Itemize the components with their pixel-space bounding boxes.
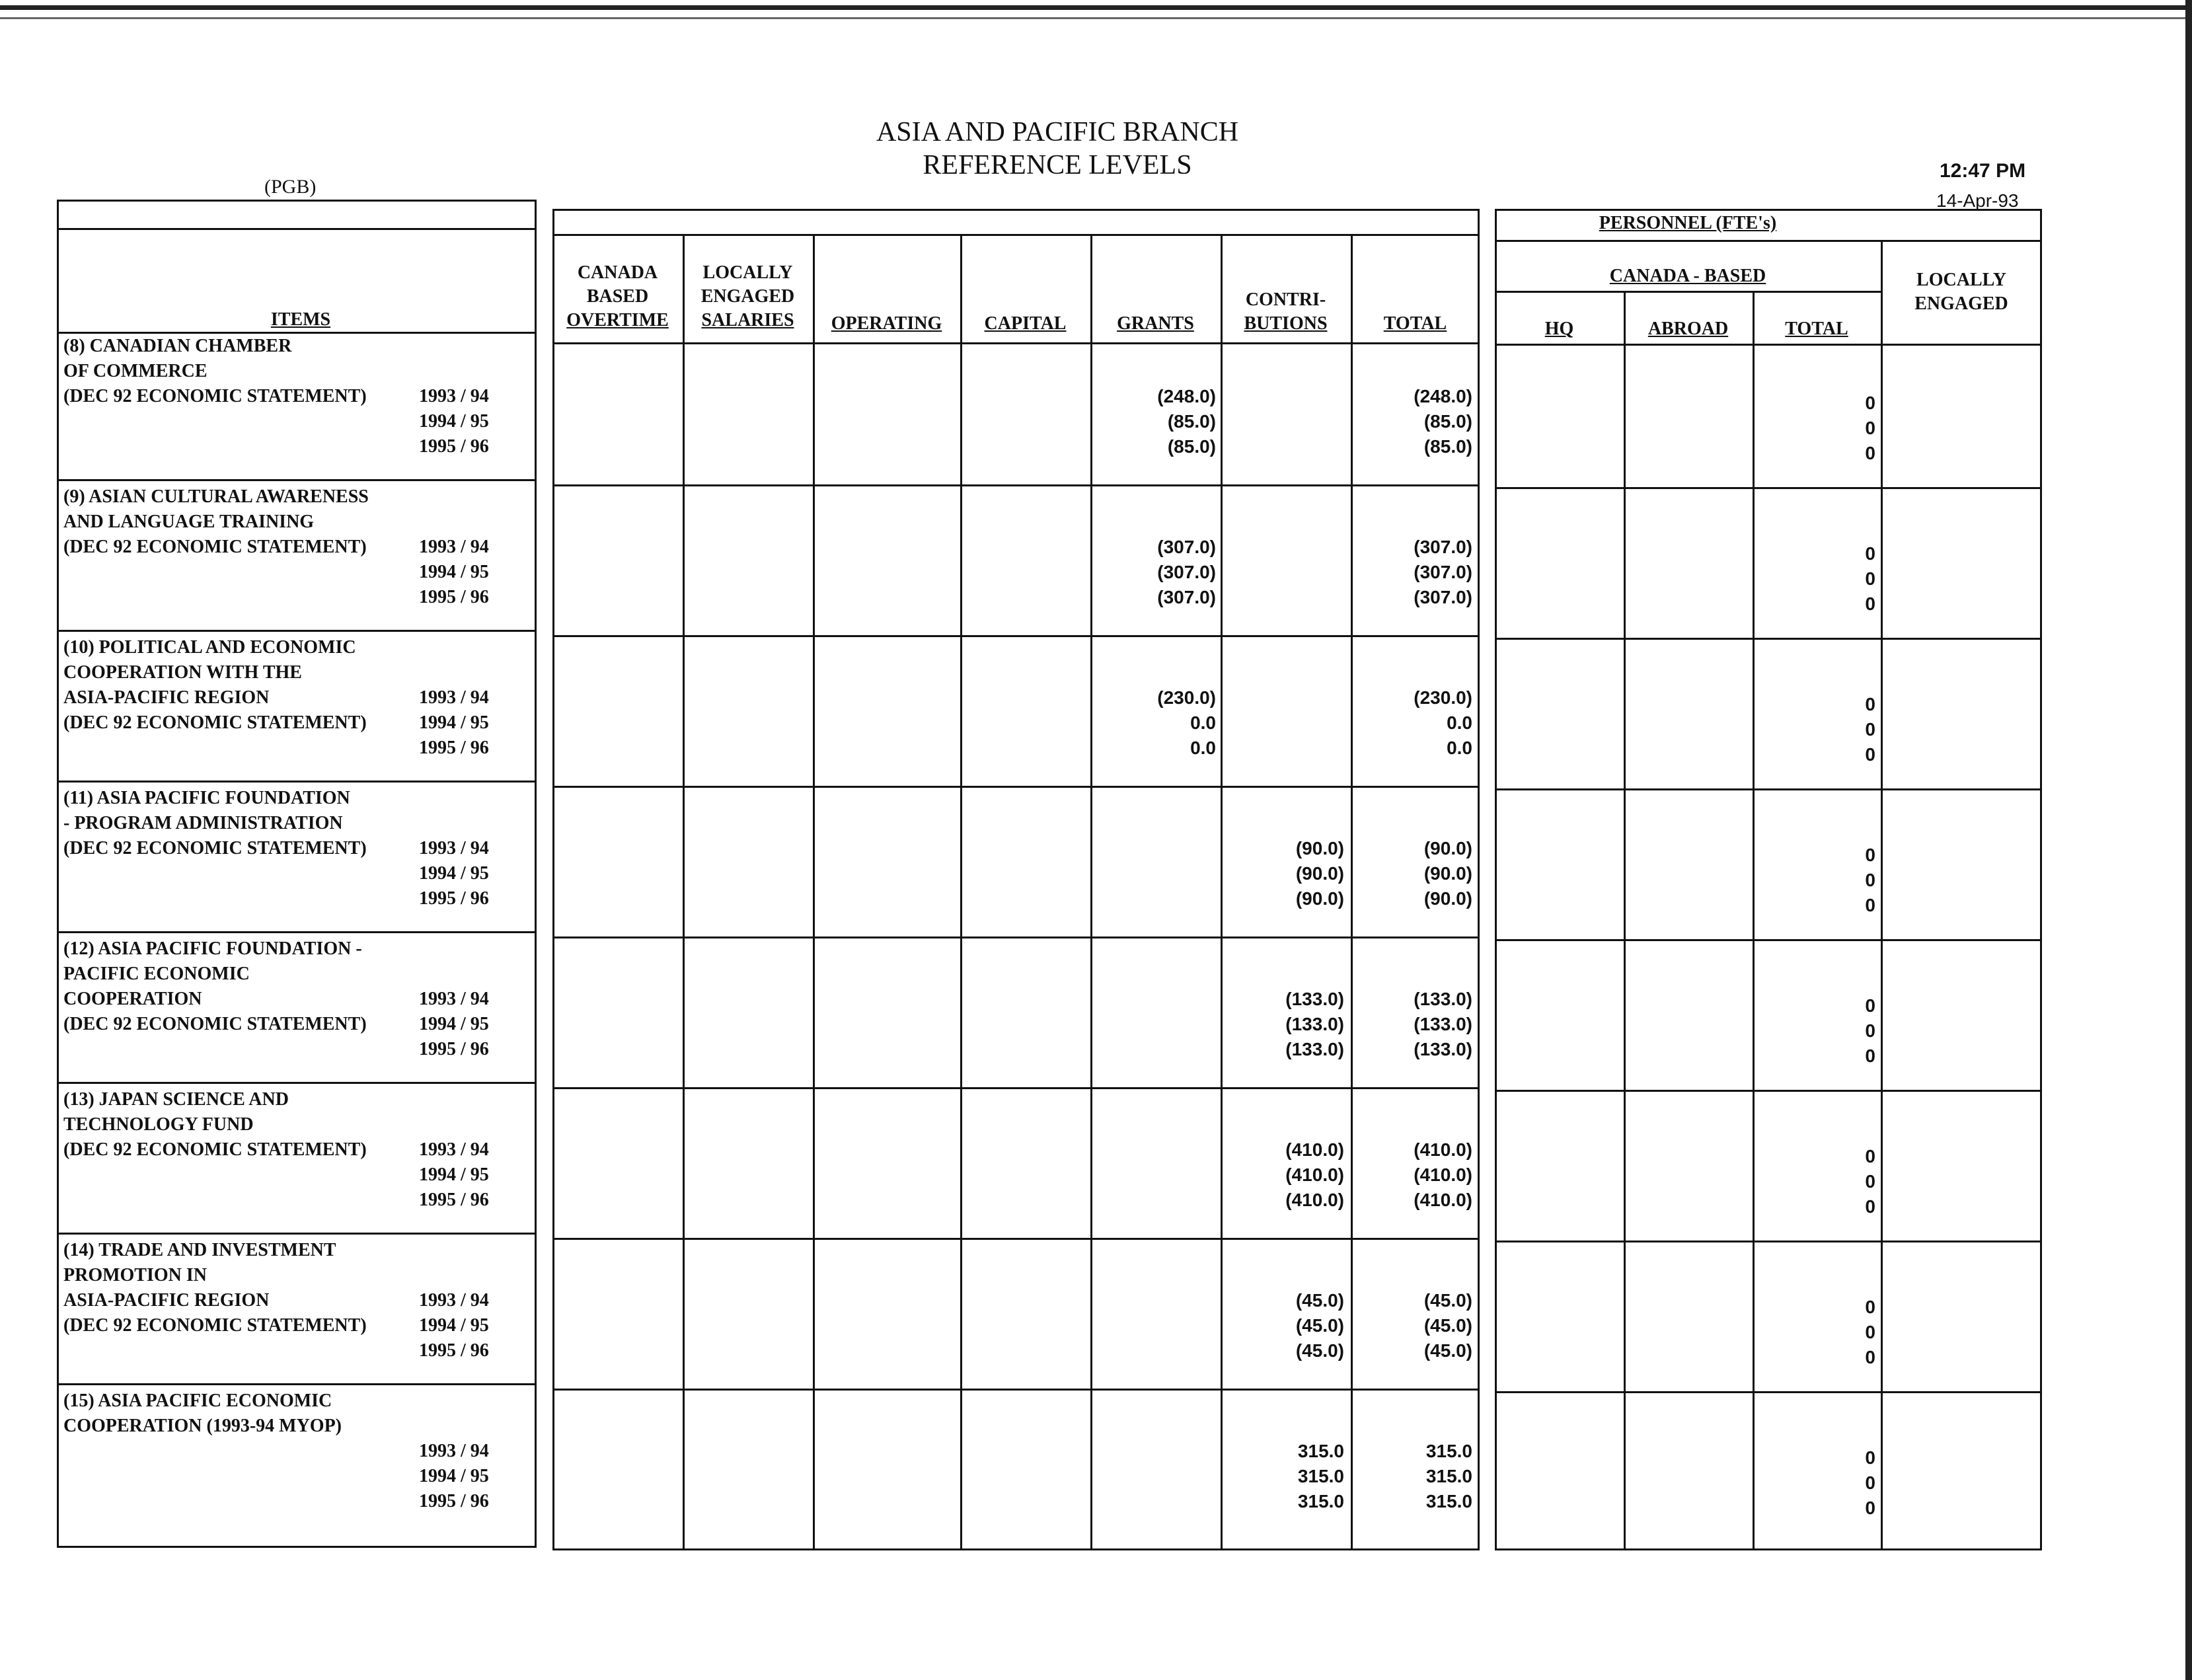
col-header-canada-based-overtime: CANADA BASED OVERTIME bbox=[566, 262, 669, 330]
fte-total-value: 0 bbox=[1865, 1297, 1875, 1317]
fiscal-year-label: 1994 / 95 bbox=[419, 1165, 489, 1185]
fiscal-year-label: 1995 / 96 bbox=[419, 1340, 489, 1361]
print-date: 14-Apr-93 bbox=[1936, 190, 2019, 211]
fiscal-year-label: 1995 / 96 bbox=[419, 1190, 489, 1210]
col-header-grants: GRANTS bbox=[1117, 313, 1194, 334]
fte-total-value: 0 bbox=[1865, 694, 1875, 714]
col-header-capital: CAPITAL bbox=[984, 313, 1067, 334]
fte-total-value: 0 bbox=[1865, 393, 1875, 413]
col-header-fte-total: TOTAL bbox=[1785, 319, 1848, 339]
column-divider bbox=[1881, 240, 1883, 1550]
column-divider bbox=[1351, 234, 1353, 1550]
grants-value: (307.0) bbox=[1157, 562, 1216, 582]
item-description-line: ASIA-PACIFIC REGION bbox=[63, 687, 270, 708]
fte-total-value: 0 bbox=[1865, 593, 1875, 614]
contributions-value: (45.0) bbox=[1295, 1340, 1344, 1361]
section-separator bbox=[1495, 1391, 2042, 1393]
section-separator bbox=[1495, 788, 2042, 790]
total-value: 315.0 bbox=[1425, 1441, 1472, 1461]
fte-total-value: 0 bbox=[1865, 1322, 1875, 1342]
branch-code: (PGB) bbox=[264, 176, 317, 198]
top-border-line bbox=[0, 5, 2192, 10]
section-separator bbox=[57, 630, 537, 632]
section-separator bbox=[552, 484, 1480, 486]
fte-total-value: 0 bbox=[1865, 568, 1875, 589]
col-header-personnel: PERSONNEL (FTE's) bbox=[1599, 213, 1777, 233]
item-description-line: (15) ASIA PACIFIC ECONOMIC bbox=[63, 1391, 332, 1411]
title-line-1: ASIA AND PACIFIC BRANCH bbox=[876, 117, 1239, 147]
total-value: (45.0) bbox=[1423, 1340, 1472, 1361]
fte-total-value: 0 bbox=[1865, 1146, 1875, 1166]
fte-total-value: 0 bbox=[1865, 1020, 1875, 1041]
grants-value: 0.0 bbox=[1190, 712, 1216, 733]
total-value: (248.0) bbox=[1414, 386, 1472, 406]
total-value: (230.0) bbox=[1414, 687, 1472, 708]
fte-total-value: 0 bbox=[1865, 1046, 1875, 1066]
section-separator bbox=[552, 1238, 1480, 1240]
fiscal-year-label: 1993 / 94 bbox=[419, 1441, 489, 1461]
contributions-value: 315.0 bbox=[1297, 1491, 1344, 1511]
item-description-line: (10) POLITICAL AND ECONOMIC bbox=[63, 637, 356, 658]
col-header-contributions: CONTRI- BUTIONS bbox=[1244, 289, 1328, 334]
fte-total-value: 0 bbox=[1865, 995, 1875, 1016]
contributions-value: (133.0) bbox=[1285, 989, 1344, 1009]
fiscal-year-label: 1995 / 96 bbox=[419, 738, 489, 758]
fiscal-year-label: 1993 / 94 bbox=[419, 989, 489, 1009]
item-description-line: (DEC 92 ECONOMIC STATEMENT) bbox=[63, 712, 367, 733]
total-value: 0.0 bbox=[1447, 712, 1472, 733]
column-divider bbox=[683, 234, 685, 1550]
item-description-line: TECHNOLOGY FUND bbox=[63, 1114, 254, 1135]
contributions-value: (90.0) bbox=[1295, 888, 1344, 909]
grants-value: 0.0 bbox=[1190, 738, 1216, 758]
total-value: (90.0) bbox=[1423, 838, 1472, 859]
total-value: (45.0) bbox=[1423, 1290, 1472, 1311]
section-separator bbox=[552, 1389, 1480, 1391]
fte-total-value: 0 bbox=[1865, 1498, 1875, 1518]
total-value: 315.0 bbox=[1425, 1491, 1472, 1511]
header-bottom-rule bbox=[1495, 344, 2042, 346]
fte-total-value: 0 bbox=[1865, 744, 1875, 765]
col-header-abroad: ABROAD bbox=[1647, 319, 1729, 339]
fiscal-year-label: 1994 / 95 bbox=[419, 411, 489, 432]
section-separator bbox=[1495, 487, 2042, 489]
item-description-line: (DEC 92 ECONOMIC STATEMENT) bbox=[63, 537, 367, 557]
section-separator bbox=[57, 479, 537, 481]
total-value: (410.0) bbox=[1414, 1139, 1472, 1160]
item-description-line: (DEC 92 ECONOMIC STATEMENT) bbox=[63, 1315, 367, 1336]
item-description-line: AND LANGUAGE TRAINING bbox=[63, 512, 315, 532]
section-separator bbox=[1495, 1090, 2042, 1092]
fiscal-year-label: 1994 / 95 bbox=[419, 1466, 489, 1486]
item-description-line: ASIA-PACIFIC REGION bbox=[63, 1290, 270, 1311]
fiscal-year-label: 1994 / 95 bbox=[419, 712, 489, 733]
total-value: (85.0) bbox=[1423, 436, 1472, 457]
total-value: 315.0 bbox=[1425, 1466, 1472, 1486]
fiscal-year-label: 1994 / 95 bbox=[419, 562, 489, 582]
total-value: (45.0) bbox=[1423, 1315, 1472, 1336]
item-description-line: (12) ASIA PACIFIC FOUNDATION - bbox=[63, 938, 362, 959]
item-description-line: (13) JAPAN SCIENCE AND bbox=[63, 1089, 289, 1110]
section-separator bbox=[57, 1383, 537, 1385]
fte-total-value: 0 bbox=[1865, 845, 1875, 865]
contributions-value: (45.0) bbox=[1295, 1315, 1344, 1336]
col-header-operating: OPERATING bbox=[831, 313, 942, 334]
total-value: 0.0 bbox=[1447, 738, 1472, 758]
col-header-locally-engaged: LOCALLY ENGAGED bbox=[1914, 270, 2008, 314]
item-description-line: (DEC 92 ECONOMIC STATEMENT) bbox=[63, 386, 367, 406]
contributions-value: (45.0) bbox=[1295, 1290, 1344, 1311]
section-separator bbox=[1495, 939, 2042, 941]
fiscal-year-label: 1993 / 94 bbox=[419, 687, 489, 708]
items-header-rule bbox=[57, 228, 537, 230]
item-description-line: (DEC 92 ECONOMIC STATEMENT) bbox=[63, 838, 367, 859]
contributions-value: (90.0) bbox=[1295, 863, 1344, 884]
contributions-value: 315.0 bbox=[1297, 1466, 1344, 1486]
contributions-value: (410.0) bbox=[1285, 1165, 1344, 1185]
fiscal-year-label: 1994 / 95 bbox=[419, 863, 489, 884]
contributions-value: (133.0) bbox=[1285, 1039, 1344, 1059]
section-separator bbox=[57, 1082, 537, 1084]
section-separator bbox=[552, 635, 1480, 637]
column-divider bbox=[1090, 234, 1092, 1550]
fte-total-value: 0 bbox=[1865, 1171, 1875, 1192]
fte-total-value: 0 bbox=[1865, 443, 1875, 463]
total-value: (307.0) bbox=[1414, 562, 1472, 582]
total-value: (410.0) bbox=[1414, 1165, 1472, 1185]
col-header-canada-based: CANADA - BASED bbox=[1609, 266, 1766, 286]
canada-based-rule bbox=[1495, 291, 1881, 293]
total-value: (307.0) bbox=[1414, 537, 1472, 557]
total-value: (307.0) bbox=[1414, 587, 1472, 607]
top-border-line-thin bbox=[0, 17, 2192, 19]
total-value: (85.0) bbox=[1423, 411, 1472, 432]
grants-value: (85.0) bbox=[1167, 436, 1216, 457]
item-description-line: PACIFIC ECONOMIC bbox=[63, 964, 250, 984]
fiscal-year-label: 1993 / 94 bbox=[419, 386, 489, 406]
item-description-line: (11) ASIA PACIFIC FOUNDATION bbox=[63, 788, 350, 808]
personnel-header-rule bbox=[1495, 240, 2042, 242]
title-line-2: REFERENCE LEVELS bbox=[923, 150, 1192, 180]
fiscal-year-label: 1993 / 94 bbox=[419, 1290, 489, 1311]
item-description-line: OF COMMERCE bbox=[63, 361, 208, 381]
header-bottom-rule bbox=[552, 342, 1480, 344]
total-value: (133.0) bbox=[1414, 1014, 1472, 1034]
total-value: (133.0) bbox=[1414, 989, 1472, 1009]
grants-value: (248.0) bbox=[1157, 386, 1216, 406]
section-separator bbox=[552, 786, 1480, 788]
col-header-hq: HQ bbox=[1544, 319, 1574, 339]
section-separator bbox=[1495, 638, 2042, 640]
fiscal-year-label: 1995 / 96 bbox=[419, 436, 489, 457]
item-description-line: - PROGRAM ADMINISTRATION bbox=[63, 813, 343, 833]
grants-value: (85.0) bbox=[1167, 411, 1216, 432]
item-description-line: (DEC 92 ECONOMIC STATEMENT) bbox=[63, 1014, 367, 1034]
col-header-locally-engaged-salaries: LOCALLY ENGAGED SALARIES bbox=[700, 262, 795, 330]
contributions-value: (410.0) bbox=[1285, 1190, 1344, 1210]
column-divider bbox=[1753, 291, 1755, 1550]
fiscal-year-label: 1995 / 96 bbox=[419, 587, 489, 607]
item-description-line: (8) CANADIAN CHAMBER bbox=[63, 336, 292, 356]
fiscal-year-label: 1995 / 96 bbox=[419, 888, 489, 909]
fte-total-value: 0 bbox=[1865, 1196, 1875, 1217]
total-value: (410.0) bbox=[1414, 1190, 1472, 1210]
personnel-panel bbox=[1495, 209, 2042, 1550]
fte-total-value: 0 bbox=[1865, 543, 1875, 564]
amounts-header-rule bbox=[552, 234, 1480, 236]
fte-total-value: 0 bbox=[1865, 895, 1875, 915]
fiscal-year-label: 1994 / 95 bbox=[419, 1315, 489, 1336]
item-description-line: PROMOTION IN bbox=[63, 1265, 207, 1285]
fte-total-value: 0 bbox=[1865, 1447, 1875, 1468]
contributions-value: (133.0) bbox=[1285, 1014, 1344, 1034]
section-separator bbox=[57, 931, 537, 933]
contributions-value: 315.0 bbox=[1297, 1441, 1344, 1461]
total-value: (133.0) bbox=[1414, 1039, 1472, 1059]
section-separator bbox=[57, 1233, 537, 1235]
fiscal-year-label: 1993 / 94 bbox=[419, 537, 489, 557]
fiscal-year-label: 1995 / 96 bbox=[419, 1491, 489, 1511]
section-separator bbox=[57, 781, 537, 783]
section-separator bbox=[552, 1087, 1480, 1089]
column-divider bbox=[813, 234, 815, 1550]
section-separator bbox=[1495, 1241, 2042, 1242]
col-header-items: ITEMS bbox=[270, 309, 331, 330]
total-value: (90.0) bbox=[1423, 888, 1472, 909]
page-title bbox=[793, 116, 1322, 182]
fte-total-value: 0 bbox=[1865, 719, 1875, 740]
section-separator bbox=[552, 936, 1480, 938]
column-divider bbox=[1624, 291, 1626, 1550]
column-divider bbox=[1221, 234, 1223, 1550]
grants-value: (230.0) bbox=[1157, 687, 1216, 708]
item-description-line: COOPERATION (1993-94 MYOP) bbox=[63, 1416, 342, 1436]
col-header-total: TOTAL bbox=[1383, 313, 1447, 334]
contributions-value: (90.0) bbox=[1295, 838, 1344, 859]
fte-total-value: 0 bbox=[1865, 870, 1875, 890]
item-description-line: (DEC 92 ECONOMIC STATEMENT) bbox=[63, 1139, 367, 1160]
print-time: 12:47 PM bbox=[1940, 160, 2026, 182]
fiscal-year-label: 1993 / 94 bbox=[419, 1139, 489, 1160]
fte-total-value: 0 bbox=[1865, 418, 1875, 438]
contributions-value: (410.0) bbox=[1285, 1139, 1344, 1160]
fiscal-year-label: 1995 / 96 bbox=[419, 1039, 489, 1059]
total-value: (90.0) bbox=[1423, 863, 1472, 884]
fte-total-value: 0 bbox=[1865, 1472, 1875, 1493]
item-description-line: COOPERATION WITH THE bbox=[63, 662, 302, 683]
column-divider bbox=[960, 234, 962, 1550]
fte-total-value: 0 bbox=[1865, 1347, 1875, 1367]
grants-value: (307.0) bbox=[1157, 587, 1216, 607]
fiscal-year-label: 1993 / 94 bbox=[419, 838, 489, 859]
fiscal-year-label: 1994 / 95 bbox=[419, 1014, 489, 1034]
item-description-line: (14) TRADE AND INVESTMENT bbox=[63, 1240, 336, 1260]
item-description-line: (9) ASIAN CULTURAL AWARENESS bbox=[63, 486, 369, 507]
item-description-line: COOPERATION bbox=[63, 989, 202, 1009]
right-page-edge bbox=[2185, 0, 2192, 1680]
grants-value: (307.0) bbox=[1157, 537, 1216, 557]
